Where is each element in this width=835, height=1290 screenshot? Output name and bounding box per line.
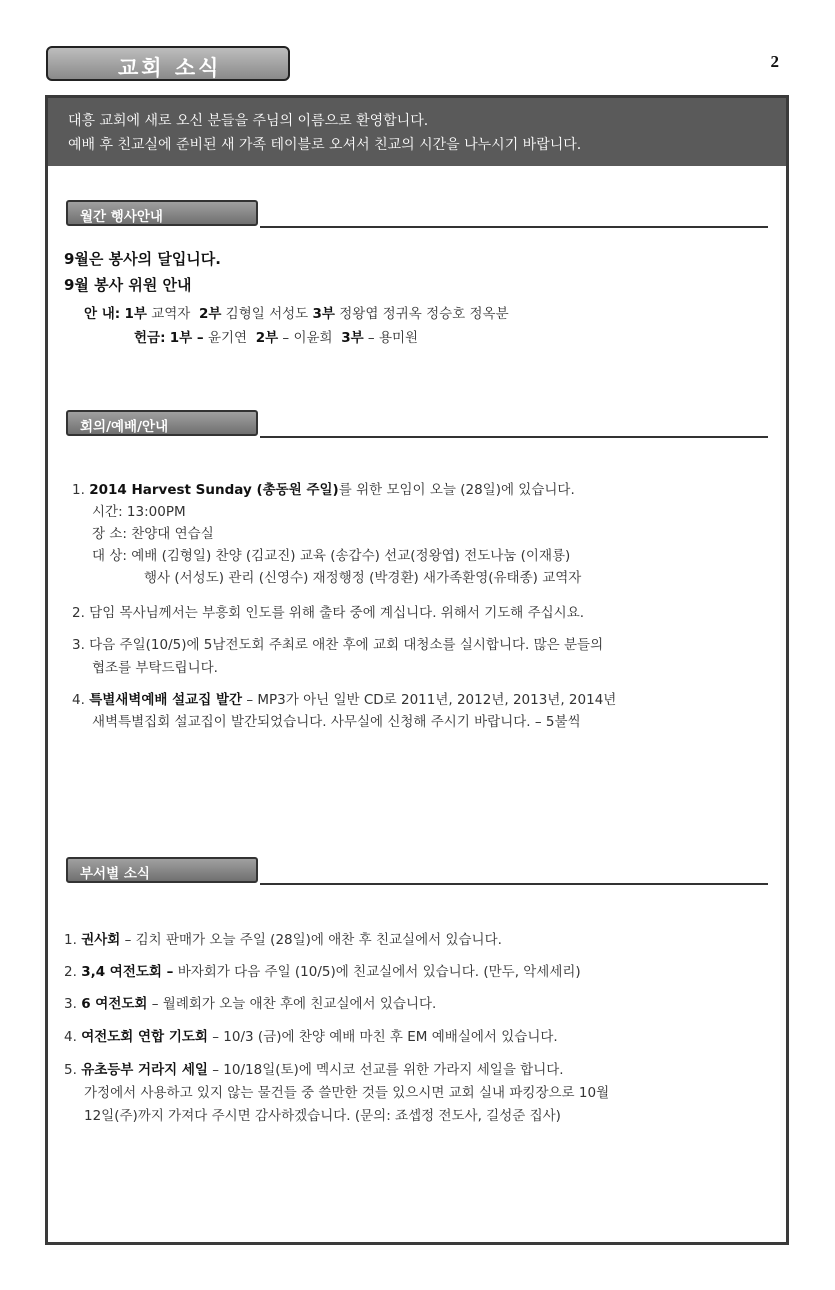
- offering-part-1: 1부 –: [169, 330, 204, 346]
- section-tab: [66, 410, 258, 436]
- content-frame: [45, 95, 789, 1245]
- item-bold: 여전도회 연합 기도회: [81, 1029, 208, 1045]
- item-number: 1.: [64, 932, 77, 948]
- item-text: – 김치 판매가 오늘 주일 (28일)에 애찬 후 친교실에서 있습니다.: [120, 932, 502, 948]
- meeting-item-1-place: 장 소: 찬양대 연습실: [92, 526, 214, 542]
- meeting-item-4b: 새벽특별집회 설교집이 발간되었습니다. 사무실에 신청해 주시기 바랍니다. – 5불씩: [92, 714, 581, 730]
- section-meetings-header: [64, 408, 768, 438]
- section-monthly-header: [64, 198, 768, 228]
- item-number: 2.: [64, 964, 77, 980]
- meeting-item-1: [72, 478, 575, 498]
- section-rule: [260, 883, 768, 885]
- section-tab: [66, 857, 258, 883]
- guide-row: [84, 302, 509, 322]
- offering-label: 헌금:: [134, 330, 166, 346]
- guide-part-3: 3부: [312, 306, 335, 322]
- offering-value-2: – 이윤희: [282, 330, 333, 346]
- dept-item-1: [64, 928, 502, 948]
- item-bold: 특별새벽예배 설교집 발간: [89, 692, 243, 708]
- item-text: – 월례회가 오늘 애찬 후에 친교실에서 있습니다.: [147, 996, 437, 1012]
- section-tab: [66, 200, 258, 226]
- item-number: 4.: [72, 692, 85, 708]
- meeting-item-1-time: 시간: 13:00PM: [92, 504, 186, 520]
- meeting-item-1-target-2: 행사 (서성도) 관리 (신영수) 재정행정 (박경환) 새가족환영(유태종) 교역자: [144, 570, 582, 586]
- meeting-item-3a: 3. 다음 주일(10/5)에 5남전도회 주최로 애찬 후에 교회 대청소를 실시합니다. 많은 분들의: [72, 637, 604, 653]
- item-text: – 10/18일(토)에 멕시코 선교를 위한 가라지 세일을 합니다.: [207, 1062, 564, 1078]
- page-title: 교회 소식: [118, 55, 222, 80]
- item-bold: 유초등부 거라지 세일: [81, 1062, 208, 1078]
- welcome-line-1: 대흥 교회에 새로 오신 분들을 주님의 이름으로 환영합니다.: [68, 113, 429, 129]
- offering-value-3: – 용미원: [367, 330, 419, 346]
- offering-value-1: 윤기연: [207, 330, 248, 346]
- item-bold: 3,4 여전도회 –: [81, 964, 174, 980]
- item-bold: 2014 Harvest Sunday (총동원 주일): [89, 482, 339, 498]
- section-departments-header: [64, 855, 768, 885]
- meeting-item-2: 2. 담임 목사님께서는 부흥회 인도를 위해 출타 중에 계십니다. 위해서 기도해 주십시요.: [72, 605, 585, 621]
- dept-item-5: [64, 1058, 564, 1078]
- item-bold: 6 여전도회: [81, 996, 148, 1012]
- meeting-item-1-target-1: 대 상: 예배 (김형일) 찬양 (김교진) 교육 (송갑수) 선교(정왕엽) 전도나눔 (이재룡): [92, 548, 571, 564]
- meeting-item-4: [72, 688, 616, 708]
- monthly-line-1: 9월은 봉사의 달입니다.: [64, 250, 221, 268]
- item-text: – MP3가 아닌 일반 CD로 2011년, 2012년, 2013년, 2014년: [242, 692, 617, 708]
- dept-item-2: [64, 960, 581, 980]
- item-text: 바자회가 다음 주일 (10/5)에 친교실에서 있습니다. (만두, 악세세리): [173, 964, 581, 980]
- section-title: 부서별 소식: [80, 866, 150, 882]
- welcome-banner: [48, 98, 786, 166]
- dept-item-5c: 12일(주)까지 가져다 주시면 감사하겠습니다. (문의: 죠셉정 전도사, 길성준 집사): [84, 1108, 561, 1124]
- title-box: [46, 46, 290, 81]
- item-number: 4.: [64, 1029, 77, 1045]
- offering-part-2: 2부: [255, 330, 279, 346]
- section-rule: [260, 436, 768, 438]
- offering-row: [134, 326, 418, 346]
- dept-item-5b: 가정에서 사용하고 있지 않는 물건들 중 쓸만한 것들 있으시면 교회 실내 파킹장으로 10월: [84, 1085, 610, 1101]
- welcome-line-2: 예배 후 친교실에 준비된 새 가족 테이블로 오셔서 친교의 시간을 나누시기 바랍니다.: [68, 137, 582, 153]
- guide-part-2: 2부: [198, 306, 222, 322]
- guide-part-1: 1부: [124, 306, 147, 322]
- monthly-line-2: 9월 봉사 위원 안내: [64, 276, 192, 294]
- offering-part-3: 3부: [341, 330, 364, 346]
- section-rule: [260, 226, 768, 228]
- guide-value-1: 교역자: [151, 306, 191, 322]
- dept-item-3: [64, 992, 436, 1012]
- item-bold: 권사회: [81, 932, 121, 948]
- item-number: 1.: [72, 482, 85, 498]
- guide-label: 안 내:: [84, 306, 121, 322]
- item-text: 를 위한 모임이 오늘 (28일)에 있습니다.: [338, 482, 575, 498]
- item-number: 3.: [64, 996, 77, 1012]
- guide-value-3: 정왕엽 정귀옥 정승호 정옥분: [339, 306, 509, 322]
- meeting-item-3b: 협조를 부탁드립니다.: [92, 660, 218, 676]
- item-number: 5.: [64, 1062, 77, 1078]
- section-title: 회의/예배/안내: [80, 419, 169, 435]
- guide-value-2: 김형일 서성도: [225, 306, 309, 322]
- page-number: 2: [770, 52, 779, 71]
- item-text: – 10/3 (금)에 찬양 예배 마친 후 EM 예배실에서 있습니다.: [207, 1029, 558, 1045]
- section-title: 월간 행사안내: [80, 209, 163, 225]
- dept-item-4: [64, 1025, 558, 1045]
